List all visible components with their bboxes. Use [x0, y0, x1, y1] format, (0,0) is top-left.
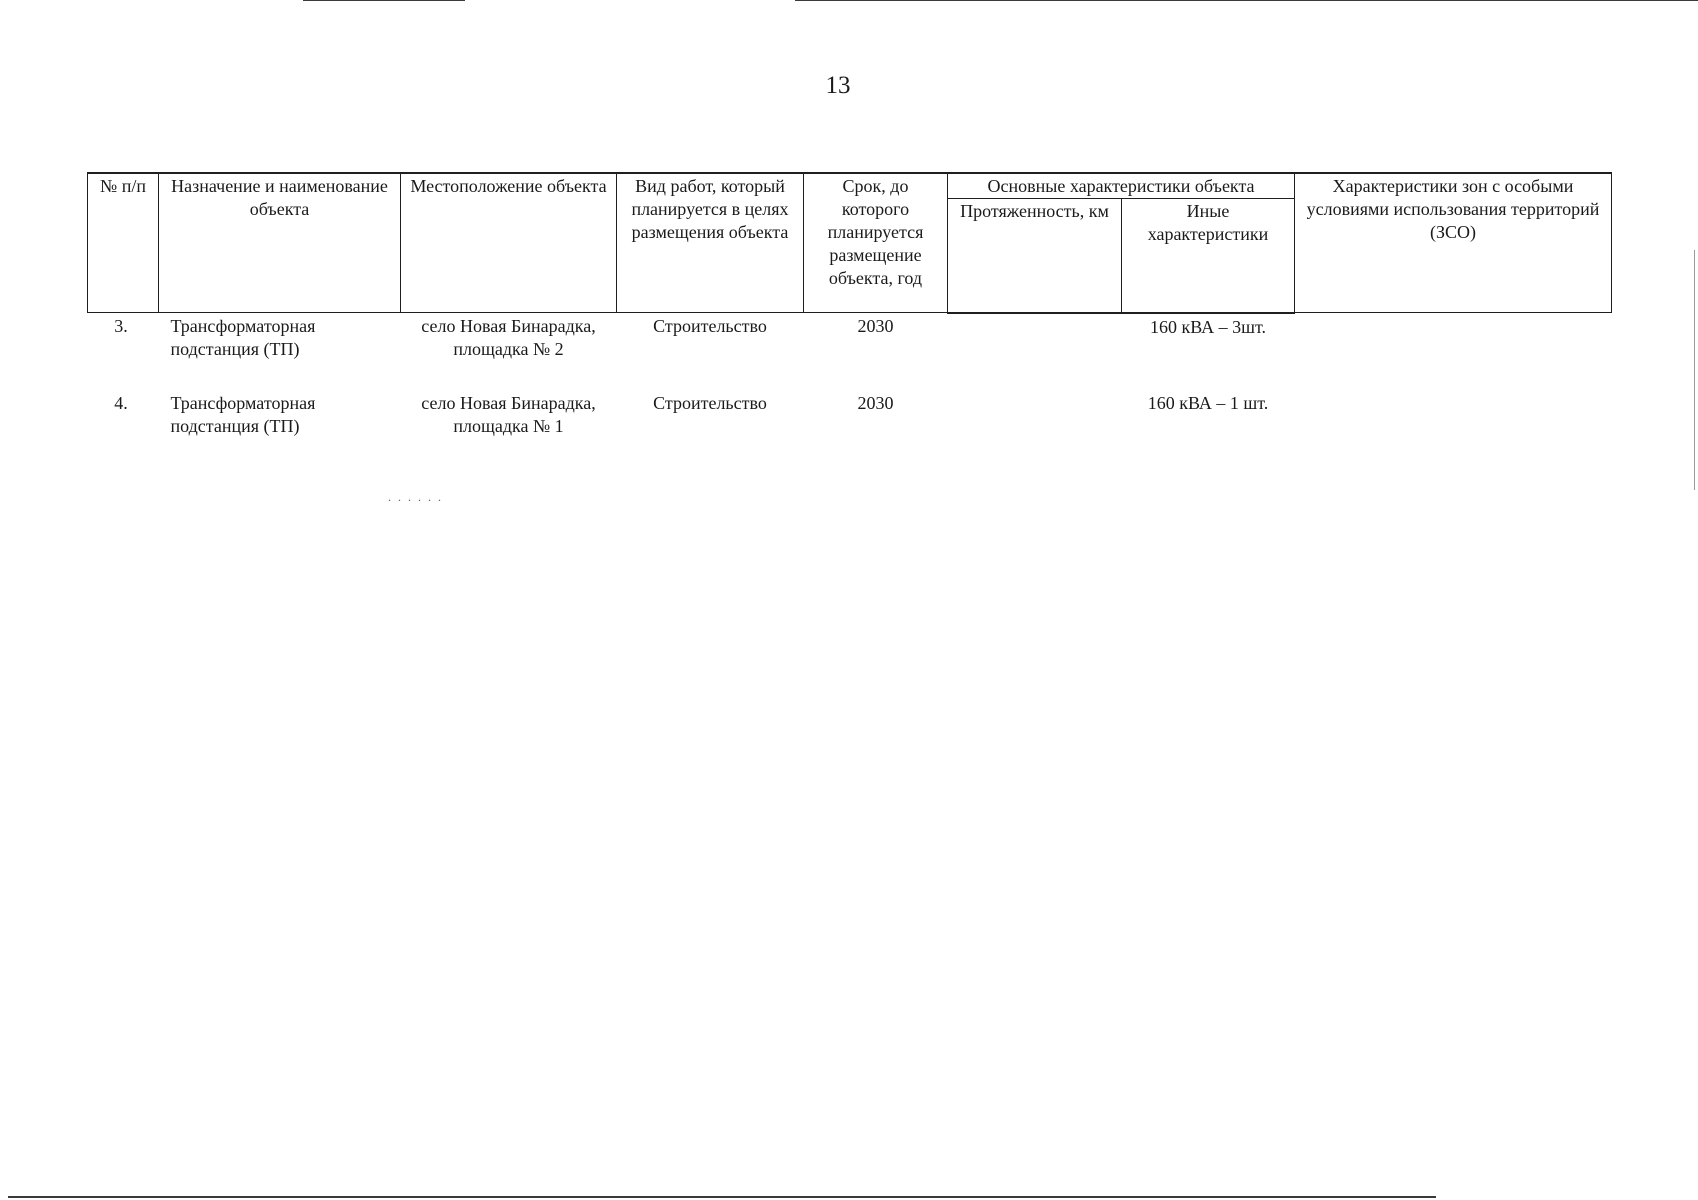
row-deadline: 2030	[857, 392, 894, 413]
row-purpose: Трансформаторная подстанция (ТП)	[170, 392, 316, 436]
objects-table	[87, 172, 1612, 466]
row-other-characteristics: 160 кВА – 3шт.	[1150, 316, 1266, 337]
row-length	[948, 390, 1122, 466]
table-row	[88, 390, 1612, 466]
header-length: Протяженность, км	[948, 199, 1122, 313]
row-zso	[1295, 313, 1612, 390]
header-work-type: Вид работ, который планируется в целях размещения объекта	[617, 173, 804, 313]
header-deadline: Срок, до которого планируется размещение объекта, год	[804, 173, 948, 313]
scan-edge-right	[1694, 250, 1695, 490]
header-main-characteristics: Основные характеристики объекта	[948, 173, 1295, 199]
row-work-type: Строительство	[653, 392, 767, 413]
table-row	[88, 313, 1612, 390]
scan-speck: . . . . . .	[388, 490, 443, 504]
header-other-characteristics: Иные характеристики	[1122, 199, 1295, 313]
row-deadline: 2030	[857, 316, 894, 336]
scan-edge-top-left	[303, 0, 465, 1]
page-number: 13	[825, 72, 851, 99]
row-location: село Новая Бинарадка, площадка № 1	[421, 392, 596, 436]
table-header-row	[88, 173, 1612, 199]
row-num: 3.	[114, 316, 128, 336]
header-zso: Характеристики зон с особыми условиями использования территорий (ЗСО)	[1295, 173, 1612, 313]
row-location: село Новая Бинарадка, площадка № 2	[421, 316, 596, 359]
header-num: № п/п	[88, 173, 159, 313]
scan-edge-top-right	[795, 0, 1698, 1]
header-location: Местоположение объекта	[401, 173, 617, 313]
row-length	[948, 313, 1122, 390]
row-other-characteristics: 160 кВА – 1 шт.	[1147, 392, 1269, 413]
header-purpose: Назначение и наименование объекта	[159, 173, 401, 313]
row-purpose: Трансформаторная подстанция (ТП)	[170, 316, 316, 359]
scan-edge-bottom	[8, 1196, 1436, 1198]
row-zso	[1295, 390, 1612, 466]
row-work-type: Строительство	[653, 316, 767, 336]
row-num: 4.	[114, 392, 128, 413]
